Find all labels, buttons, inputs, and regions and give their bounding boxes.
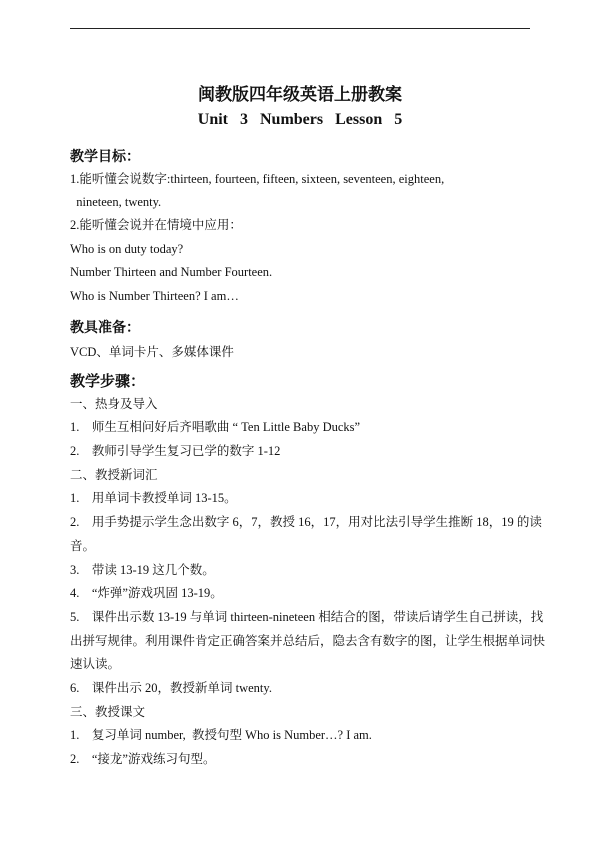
steps-line: 2. “接龙”游戏练习句型。: [70, 752, 216, 766]
steps-line: 1. 用单词卡教授单词 13-15。: [70, 491, 237, 505]
steps-line: 三、教授课文: [70, 705, 146, 719]
steps-line: 6. 课件出示 20，教授新单词 twenty.: [70, 681, 272, 695]
objectives-heading: 教学目标：: [70, 150, 140, 165]
objectives-line: 2.能听懂会说并在情境中应用：: [70, 218, 242, 232]
steps-line: 2. 用手势提示学生念出数字 6，7，教授 16，17，用对比法引导学生推断 18，19 的读: [70, 515, 542, 529]
materials-heading: 教具准备：: [70, 321, 140, 336]
objectives-line: nineteen, twenty.: [70, 195, 162, 209]
steps-line: 音。: [70, 539, 96, 553]
steps-line: 3. 带读 13-19 这几个数。: [70, 563, 215, 577]
steps-line: 1. 师生互相问好后齐唱歌曲 “ Ten Little Baby Ducks”: [70, 420, 361, 434]
objectives-line: 1.能听懂会说数字:thirteen, fourteen, fifteen, sixteen, seventeen, eighteen,: [70, 172, 445, 186]
materials-line: VCD、单词卡片、多媒体课件: [70, 345, 234, 359]
objectives-line: Number Thirteen and Number Fourteen.: [70, 265, 273, 279]
steps-line: 4. “炸弹”游戏巩固 13-19。: [70, 586, 223, 600]
objectives-line: Who is Number Thirteen? I am…: [70, 289, 239, 303]
steps-line: 5. 课件出示数 13-19 与单词 thirteen-nineteen 相结合的图，带读后请学生自己拼读，找: [70, 610, 544, 624]
objectives-line: Who is on duty today?: [70, 242, 184, 256]
steps-line: 2. 教师引导学生复习已学的数字 1-12: [70, 444, 281, 458]
document-subtitle: Unit 3 Numbers Lesson 5: [197, 111, 403, 128]
header-rule: [70, 28, 530, 29]
steps-line: 速认读。: [70, 657, 121, 671]
steps-line: 二、教授新词汇: [70, 468, 158, 482]
document-title: 闽教版四年级英语上册教案: [198, 85, 402, 104]
steps-line: 一、热身及导入: [70, 397, 158, 411]
steps-line: 出拼写规律。利用课件肯定正确答案并总结后，隐去含有数字的图，让学生根据单词快: [70, 634, 546, 648]
steps-heading: 教学步骤：: [70, 374, 146, 390]
steps-line: 1. 复习单词 number, 教授句型 Who is Number…? I am.: [70, 728, 372, 742]
